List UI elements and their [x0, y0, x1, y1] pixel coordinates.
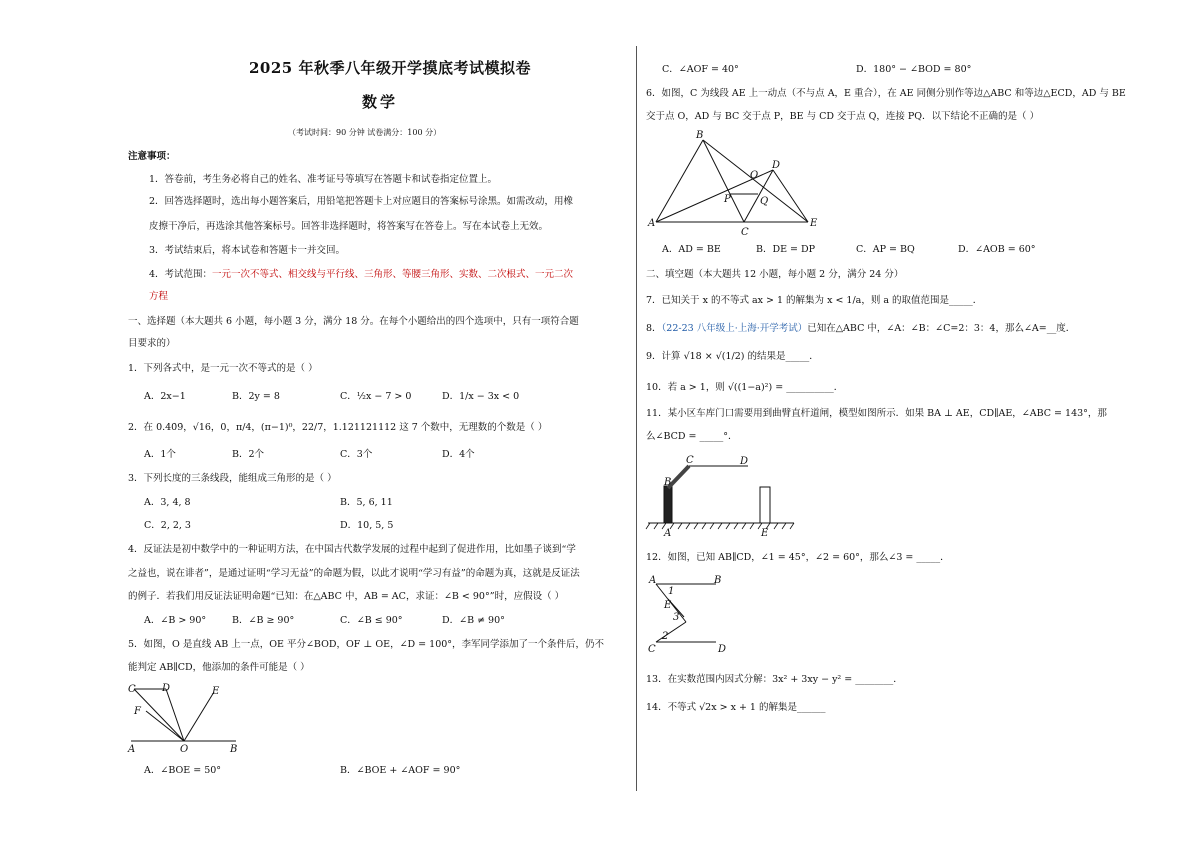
q6-label-b: B: [696, 130, 704, 141]
q12-stem: 12．如图，已知 AB∥CD，∠1 = 45°，∠2 = 60°，那么∠3 = _____．: [646, 552, 950, 563]
q4-option-c[interactable]: C．∠B ≤ 90°: [340, 615, 403, 626]
q4-option-a[interactable]: A．∠B > 90°: [144, 615, 207, 626]
q12-label-c: C: [648, 644, 656, 655]
q6-label-e: E: [810, 218, 818, 229]
q12-figure: [648, 572, 738, 657]
q5-option-a[interactable]: A．∠BOE = 50°: [144, 765, 222, 776]
q5-option-d[interactable]: D．180° − ∠BOD = 80°: [856, 64, 972, 75]
q5-option-b[interactable]: B．∠BOE + ∠AOF = 90°: [340, 765, 461, 776]
q5-stem-b: 能判定 AB∥CD，他添加的条件可能是（ ）: [128, 662, 310, 673]
q1-option-b[interactable]: B．2y = 8: [232, 391, 280, 402]
q5-label-e: E: [212, 686, 220, 697]
q12-label-3: 3: [673, 612, 680, 623]
q7: 7．已知关于 x 的不等式 ax > 1 的解集为 x < 1/a，则 a 的取值范围是_____．: [646, 295, 983, 306]
q8-text: 已知在△ABC 中，∠A：∠B：∠C=2：3：4，那么∠A=__度．: [807, 323, 1076, 334]
q11-label-e: E: [761, 528, 769, 539]
q6-label-o: O: [750, 170, 759, 181]
subject-title: 数学: [362, 93, 399, 111]
q5-label-f: F: [134, 706, 141, 717]
q2-option-a[interactable]: A．1个: [144, 449, 176, 460]
q3-option-a[interactable]: A．3, 4, 8: [144, 497, 191, 508]
q12-label-1: 1: [668, 586, 675, 597]
q6-stem-a: 6．如图，C 为线段 AE 上一动点（不与点 A，E 重合），在 AE 同侧分别作等边△ABC 和等边△ECD，AD 与 BE: [646, 88, 1126, 99]
q6-stem-b: 交于点 O，AD 与 BC 交于点 P，BE 与 CD 交于点 Q，连接 PQ．以下结论不正确的是（ ）: [646, 111, 1040, 122]
q5-label-b: B: [230, 744, 238, 755]
q12-label-e: E: [664, 600, 672, 611]
q4-stem-b: 之益也，说在诽者”，是通过证明“学习无益”的命题为假，以此才说明“学习有益”的命题为真，这就是反证法: [128, 568, 580, 579]
q5-label-c: C: [128, 684, 136, 695]
q1-option-d[interactable]: D．1/x − 3x < 0: [442, 391, 520, 402]
q14: 14．不等式 √2x > x + 1 的解集是______: [646, 702, 826, 713]
q5-label-a: A: [128, 744, 136, 755]
q1-stem: 1．下列各式中，是一元一次不等式的是（ ）: [128, 363, 318, 374]
q11-stem-a: 11．某小区车库门口需要用到曲臂直杆道闸，模型如图所示．如果 BA ⊥ AE，CD∥AE，∠ABC = 143°，那: [646, 408, 1107, 419]
section1-heading: 一、选择题（本大题共 6 小题，每小题 3 分，满分 18 分。在每个小题给出的四个选项中，只有一项符合题: [128, 316, 579, 327]
q6-option-b[interactable]: B．DE = DP: [756, 244, 816, 255]
q13: 13．在实数范围内因式分解：3x² + 3xy − y² = ________．: [646, 674, 903, 685]
q12-label-b: B: [714, 575, 722, 586]
q3-stem: 3．下列长度的三条线段，能组成三角形的是（ ）: [128, 473, 337, 484]
q8-source: （22-23 八年级上·上海·开学考试）: [661, 323, 808, 334]
notes-heading: 注意事项：: [128, 151, 176, 162]
q8-number: 8．: [646, 323, 662, 334]
q6-label-p: P: [724, 194, 731, 205]
q8: [646, 322, 1075, 335]
q1-option-c[interactable]: C．½x − 7 > 0: [340, 391, 412, 402]
q6-label-q: Q: [760, 196, 769, 207]
q12-label-a: A: [649, 575, 657, 586]
q6-figure: [648, 128, 823, 238]
q4-stem-a: 4．反证法是初中数学中的一种证明方法，在中国古代数学发展的过程中起到了促进作用，比如墨子谈到“学: [128, 544, 576, 555]
q6-label-c: C: [741, 227, 749, 238]
q11-stem-b: 么∠BCD = _____°．: [646, 431, 738, 442]
note-4-prefix: 4．考试范围：: [149, 269, 213, 280]
q11-label-b: B: [664, 477, 672, 488]
note-3: 3．考试结束后，将本试卷和答题卡一并交回。: [149, 245, 346, 256]
q2-stem: 2．在 0.4̇0̇9̇，√16，0，π/4，(π−1)⁰，22/7，1.121121112 这 7 个数中，无理数的个数是（ ）: [128, 422, 548, 433]
q6-option-a[interactable]: A．AD = BE: [662, 244, 721, 255]
q4-stem-c: 的例子．若我们用反证法证明命题“已知：在△ABC 中，AB = AC，求证：∠B < 90°”时，应假设（ ）: [128, 591, 565, 602]
note-2b: 皮擦干净后，再选涂其他答案标号。回答非选择题时，将答案写在答卷上。写在本试卷上无效。: [149, 221, 549, 232]
section1-heading-cont: 目要求的）: [128, 338, 176, 349]
q2-option-c[interactable]: C．3个: [340, 449, 373, 460]
note-4: [149, 268, 573, 281]
q5-figure: [126, 680, 246, 755]
q2-option-d[interactable]: D．4个: [442, 449, 475, 460]
note-4-range: 一元一次不等式、相交线与平行线、三角形、等腰三角形、实数、二次根式、一元二次: [212, 269, 574, 280]
q6-option-c[interactable]: C．AP = BQ: [856, 244, 915, 255]
q6-option-d[interactable]: D．∠AOB = 60°: [958, 244, 1036, 255]
q5-option-c[interactable]: C．∠AOF = 40°: [662, 64, 739, 75]
q3-option-b[interactable]: B．5, 6, 11: [340, 497, 393, 508]
q5-label-d: D: [162, 683, 171, 694]
note-2a: 2．回答选择题时，选出每小题答案后，用铅笔把答题卡上对应题目的答案标号涂黑。如需改动，用橡: [149, 196, 574, 207]
q6-label-a: A: [648, 218, 656, 229]
exam-info: （考试时间：90 分钟 试卷满分：100 分）: [288, 128, 442, 137]
note-4-range-cont: 方程: [149, 291, 169, 302]
q11-figure: [648, 452, 798, 537]
q11-label-c: C: [686, 455, 694, 466]
q3-option-c[interactable]: C．2, 2, 3: [144, 520, 191, 531]
q4-option-b[interactable]: B．∠B ≥ 90°: [232, 615, 295, 626]
q12-label-2: 2: [662, 631, 669, 642]
q11-label-a: A: [664, 528, 672, 539]
q3-option-d[interactable]: D．10, 5, 5: [340, 520, 394, 531]
exam-title: 2025 年秋季八年级开学摸底考试模拟卷: [249, 59, 531, 77]
q11-label-d: D: [740, 456, 749, 467]
note-1: 1．答卷前，考生务必将自己的姓名、准考证号等填写在答题卡和试卷指定位置上。: [149, 174, 498, 185]
q12-label-d: D: [718, 644, 727, 655]
q2-option-b[interactable]: B．2个: [232, 449, 265, 460]
section2-heading: 二、填空题（本大题共 12 小题，每小题 2 分，满分 24 分）: [646, 269, 904, 280]
q9: 9．计算 √18 × √(1/2) 的结果是_____．: [646, 351, 819, 362]
column-divider: [636, 46, 637, 791]
q5-label-o: O: [180, 744, 189, 755]
q6-label-d: D: [772, 160, 781, 171]
q5-stem-a: 5．如图，O 是直线 AB 上一点，OE 平分∠BOD，OF ⊥ OE，∠D = 100°，李军同学添加了一个条件后，仍不: [128, 639, 605, 650]
q1-option-a[interactable]: A．2x−1: [144, 391, 186, 402]
q4-option-d[interactable]: D．∠B ≠ 90°: [442, 615, 505, 626]
q10: 10．若 a > 1，则 √((1−a)²) = __________．: [646, 382, 844, 393]
